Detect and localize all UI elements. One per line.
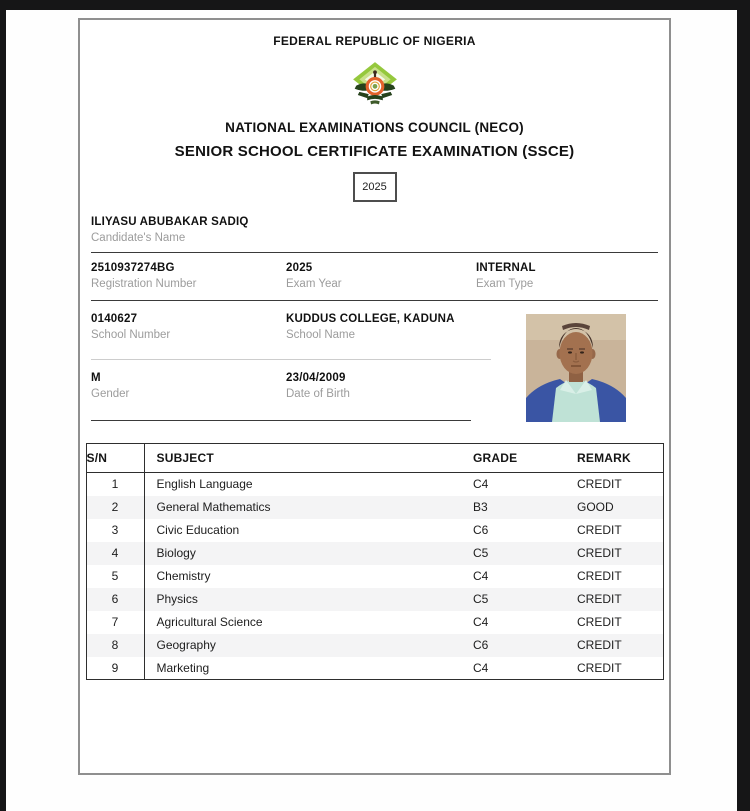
registration-number-value: 2510937274BG <box>91 262 175 274</box>
cell-subject: English Language <box>156 477 253 492</box>
cell-sn: 8 <box>86 634 144 657</box>
cell-grade: C5 <box>473 542 577 565</box>
certificate-header <box>80 20 669 202</box>
cell-sn: 4 <box>86 542 144 565</box>
cell-subject: General Mathematics <box>144 496 473 519</box>
cell-subject: Chemistry <box>156 569 211 583</box>
table-row <box>86 496 663 519</box>
cell-grade: C6 <box>473 523 489 537</box>
cell-grade: C4 <box>473 569 489 583</box>
cell-remark: CREDIT <box>577 588 663 611</box>
cell-grade: C4 <box>473 660 489 675</box>
cell-remark: CREDIT <box>577 523 622 537</box>
cell-sn: 1 <box>86 473 144 496</box>
results-table-body <box>86 473 663 680</box>
result-certificate <box>78 18 671 775</box>
cell-sn: 5 <box>86 565 144 588</box>
exam-year-box: 2025 <box>353 172 397 202</box>
school-number-label: School Number <box>91 329 171 341</box>
table-row <box>86 634 663 657</box>
cell-sn: 6 <box>86 588 144 611</box>
table-row <box>86 565 663 588</box>
cell-sn: 2 <box>86 496 144 519</box>
cell-sn: 9 <box>86 657 144 680</box>
exam-title: SENIOR SCHOOL CERTIFICATE EXAMINATION (SSCE) <box>174 143 575 160</box>
cell-remark: CREDIT <box>577 569 622 583</box>
candidate-name-field <box>91 214 658 253</box>
table-row <box>86 519 663 542</box>
school-number-value: 0140627 <box>91 313 138 325</box>
cell-grade: B3 <box>473 496 577 519</box>
date-of-birth-label: Date of Birth <box>286 388 350 400</box>
candidate-name-label: Candidate's Name <box>91 232 186 244</box>
cell-subject: Geography <box>144 634 473 657</box>
cell-remark: CREDIT <box>577 660 622 675</box>
cell-subject: Agricultural Science <box>156 615 263 629</box>
results-table <box>86 443 664 680</box>
cell-remark: CREDIT <box>577 634 663 657</box>
exam-year-label: Exam Year <box>286 278 342 290</box>
school-number-field <box>91 313 286 341</box>
council-title: NATIONAL EXAMINATIONS COUNCIL (NECO) <box>225 120 524 135</box>
date-of-birth-value: 23/04/2009 <box>286 372 346 384</box>
registration-number-label: Registration Number <box>91 278 197 290</box>
gender-label: Gender <box>91 388 130 400</box>
exam-type-label: Exam Type <box>476 278 534 290</box>
cell-remark: CREDIT <box>577 615 622 629</box>
table-row <box>86 657 663 680</box>
exam-year-value: 2025 <box>286 262 313 274</box>
candidate-passport-photo <box>526 314 626 422</box>
gender-field <box>91 372 286 400</box>
cell-grade: C6 <box>473 634 577 657</box>
candidate-details <box>80 214 669 421</box>
gender-value: M <box>91 372 101 384</box>
registration-row <box>91 253 658 301</box>
exam-year-field <box>286 262 476 290</box>
cell-remark: CREDIT <box>577 542 663 565</box>
country-title: FEDERAL REPUBLIC OF NIGERIA <box>273 34 476 48</box>
table-row <box>86 588 663 611</box>
candidate-name-value: ILIYASU ABUBAKAR SADIQ <box>91 216 249 228</box>
cell-subject: Civic Education <box>156 523 240 537</box>
header-remark: REMARK <box>577 444 663 473</box>
table-row <box>86 542 663 565</box>
table-row <box>86 473 663 496</box>
registration-number-field <box>91 262 286 290</box>
cell-sn: 7 <box>86 611 144 634</box>
neco-logo-icon <box>350 60 400 108</box>
cell-subject: Biology <box>144 542 473 565</box>
page-background <box>6 10 737 811</box>
cell-subject: Physics <box>144 588 473 611</box>
header-grade: GRADE <box>473 444 577 473</box>
cell-remark: GOOD <box>577 496 663 519</box>
school-name-label: School Name <box>286 329 356 341</box>
cell-grade: C4 <box>473 615 489 629</box>
exam-type-value: INTERNAL <box>476 262 536 274</box>
exam-type-field <box>476 262 658 290</box>
cell-subject: Marketing <box>156 660 210 675</box>
school-name-value: KUDDUS COLLEGE, KADUNA <box>286 313 455 325</box>
table-row <box>86 611 663 634</box>
header-subject: SUBJECT <box>144 444 473 473</box>
cell-sn: 3 <box>86 519 144 542</box>
cell-grade: C5 <box>473 588 577 611</box>
cell-remark: CREDIT <box>577 477 622 492</box>
cell-grade: C4 <box>473 477 489 492</box>
header-sn: S/N <box>86 444 144 473</box>
results-header-row <box>86 444 663 473</box>
gender-row-divider <box>91 420 471 421</box>
